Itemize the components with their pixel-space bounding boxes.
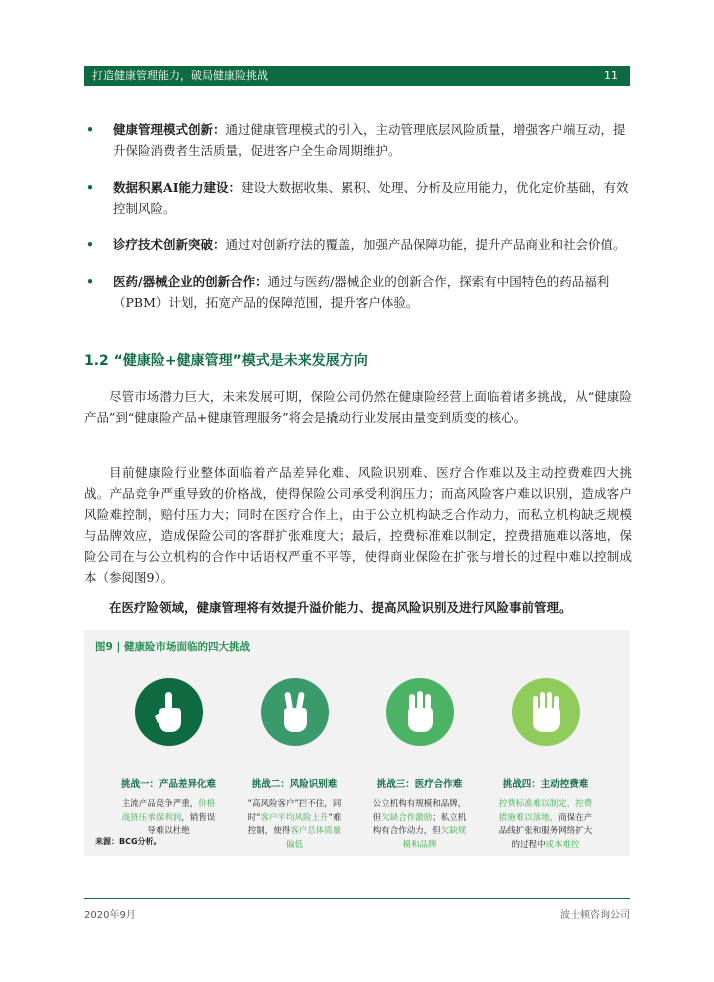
- desc-text: 主流产品竞争严重，: [121, 799, 199, 809]
- desc-text: 公立机构有规模和品牌，但: [372, 799, 467, 823]
- body-paragraph: 目前健康险行业整体面临着产品差异化难、风险识别难、医疗合作难以及主动控费难四大挑战。产品竞争严重导致的价格战，使得保险公司承受利润压力；而高风险客户难以识别，造成客户风险难控制，赔付压力大；同时在医疗合作上，由于公立机构缺乏合作动力，而私立机构缺乏规模与品牌效应，造成保险公司的客群扩张难度大；最后，控费标准难以制定，控费措施难以落地，保险公司在与公立机构的合作中话语权严重不平等，使得商业保险在扩张与增长的过程中难以控制成本（参阅图9）。: [84, 465, 632, 585]
- bullet-dot-icon: •: [86, 273, 94, 289]
- highlighted-text: 控费措施难以落地，: [498, 799, 593, 823]
- bullet-dot-icon: •: [86, 122, 94, 137]
- body-paragraph: 尽管市场潜力巨大，未来发展可期，保险公司仍然在健康险经营上面临着诸多挑战，从“健康险产品”到“健康险产品+健康管理服务”将会是撬动行业发展由量变到质变的核心。: [84, 389, 632, 425]
- challenge-card-4: [483, 678, 608, 852]
- page-number: 11: [604, 69, 618, 82]
- figure-panel: [84, 630, 630, 856]
- bullet-item: [84, 234, 632, 255]
- challenge-desc: [120, 798, 218, 839]
- challenge-title: 挑战一：产品差异化难: [120, 779, 216, 790]
- challenge-title: 挑战二：风险识别难: [251, 779, 338, 790]
- header-title: 打造健康管理能力，破局健康险挑战: [92, 69, 268, 82]
- bullet-dot-icon: •: [86, 237, 94, 252]
- bullet-list: [84, 119, 632, 328]
- footer-divider: [84, 898, 630, 899]
- bullet-term: 健康管理模式创新：: [113, 122, 226, 137]
- bullet-term: 诊疗技术创新突破：: [113, 237, 226, 252]
- desc-text: “高风险客户”拦不住，同时“: [247, 799, 342, 823]
- bullet-dot-icon: •: [86, 179, 94, 195]
- challenge-circle: [512, 678, 580, 746]
- challenge-desc: [246, 798, 344, 852]
- bullet-item: [84, 119, 632, 161]
- figure-source: 来源：BCG分析。: [95, 837, 162, 846]
- highlighted-text: 客户平均风险上升: [260, 812, 329, 823]
- challenge-desc: [371, 798, 469, 852]
- desc-text: ，销售误导难以杜绝: [147, 812, 216, 836]
- desc-text: 商保在产品线扩张和服务网络扩大的过程中: [498, 812, 593, 850]
- highlighted-text: 客户总体质量偏低: [285, 826, 342, 850]
- highlighted-text: 欠缺合作激励: [381, 812, 433, 823]
- two-finger-hand-icon: [275, 690, 315, 734]
- footer-date: 2020年9月: [84, 910, 136, 921]
- key-statement: 在医疗险领域，健康管理将有效提升溢价能力、提高风险识别及进行风险事前管理。: [109, 600, 572, 615]
- bullet-term: 医药/器械企业的创新合作：: [113, 273, 268, 289]
- challenge-desc: [497, 798, 595, 852]
- three-finger-hand-icon: [400, 690, 440, 734]
- bullet-item: [84, 271, 632, 313]
- desc-text: ”难控制，使得: [247, 812, 342, 836]
- challenge-title: 挑战三：医疗合作难: [376, 779, 463, 790]
- bullet-item: [84, 177, 632, 219]
- bullet-text: 建设大数据收集、累积、处理、分析及应用能力，优化定价基础，有效控制风险。: [113, 179, 629, 216]
- highlighted-text: 控费标准难以制定，: [498, 799, 576, 809]
- challenge-card-2: [232, 678, 357, 852]
- bullet-text: 通过与医药/器械企业的创新合作，探索有中国特色的药品福利（PBM）计划，拓宽产品的保障范围，提升客户体验。: [113, 273, 610, 310]
- desc-text: ；私立机构有合作动力，但: [372, 812, 467, 836]
- challenge-title: 挑战四：主动控费难: [502, 779, 589, 790]
- challenge-card-3: [357, 678, 482, 852]
- challenge-circle: [386, 678, 454, 746]
- four-finger-hand-icon: [526, 690, 566, 734]
- footer-org: 波士顿咨询公司: [560, 910, 630, 921]
- challenge-circle: [135, 678, 203, 746]
- running-header: [84, 66, 630, 86]
- challenge-card-1: [106, 678, 231, 839]
- bullet-text: 通过对创新疗法的覆盖，加强产品保障功能，提升产品商业和社会价值。: [225, 237, 626, 252]
- bullet-term: 数据积累AI能力建设：: [113, 179, 242, 195]
- figure-title: 图9 | 健康险市场面临的四大挑战: [95, 641, 250, 653]
- one-finger-hand-icon: [149, 690, 189, 734]
- section-heading: 1.2 “健康险+健康管理”模式是未来发展方向: [84, 353, 368, 369]
- highlighted-text: 成本难控: [545, 839, 580, 850]
- highlighted-text: 价格战挤压承保利润: [121, 799, 216, 823]
- highlighted-text: 欠缺规模和品牌: [402, 826, 467, 850]
- challenge-circle: [261, 678, 329, 746]
- bullet-text: 通过健康管理模式的引入，主动管理底层风险质量，增强客户端互动，提升保险消费者生活质量，促进客户全生命周期维护。: [113, 122, 626, 158]
